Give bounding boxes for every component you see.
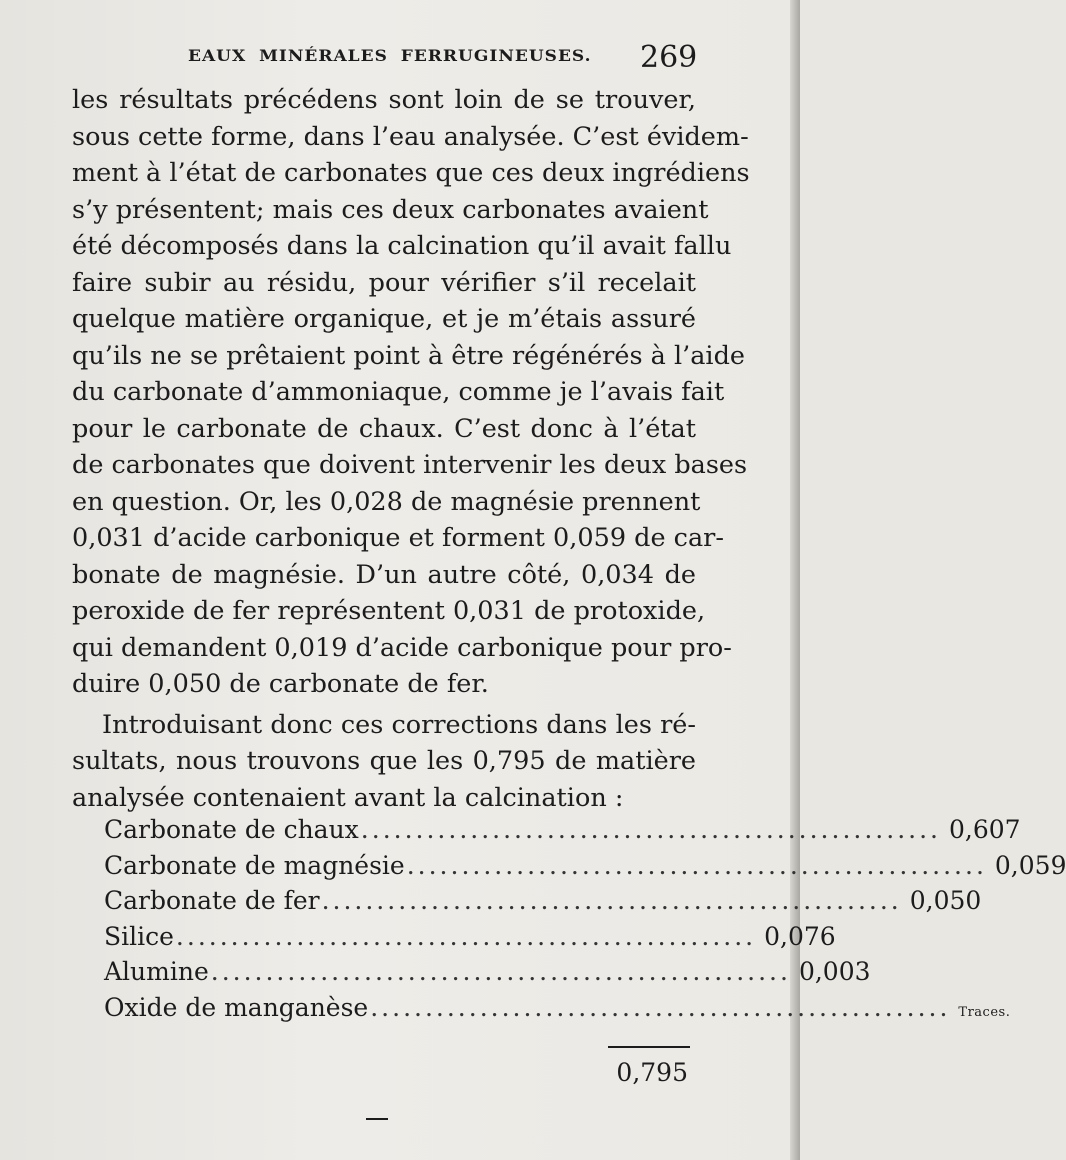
table-row	[104, 815, 1021, 851]
text-line: de carbonates que doivent intervenir les deux bases	[72, 450, 748, 480]
text-line: sultats, nous trouvons que les 0,795 de matière	[72, 746, 696, 776]
text-line: qui demandent 0,019 d’acide carbonique pour pro-	[72, 632, 732, 663]
row-value: 0,607	[948, 815, 1021, 844]
dot-leader: .....................................................	[321, 886, 902, 915]
table-row	[104, 957, 871, 993]
text-line: en question. Or, les 0,028 de magnésie prennent	[72, 486, 701, 517]
table-row	[104, 886, 982, 922]
row-label: Carbonate de chaux	[104, 815, 359, 844]
text-line: pour le carbonate de chaux. C’est donc à l’état	[72, 413, 696, 444]
text-line: peroxide de fer représentent 0,031 de protoxide,	[72, 596, 706, 626]
text-line: qu’ils ne se prêtaient point à être régénérés à l’aide	[72, 340, 745, 371]
dot-leader: .....................................................	[406, 850, 987, 880]
dot-leader: .....................................................	[370, 992, 951, 1022]
row-value: 0,050	[909, 886, 982, 915]
table-row	[104, 921, 836, 958]
page-spine-shadow	[790, 0, 800, 1160]
row-label: Carbonate de magnésie	[104, 850, 405, 880]
dot-leader: .....................................................	[360, 815, 941, 844]
text-line: été décomposés dans la calcination qu’il avait fallu	[72, 231, 732, 261]
text-line: analysée contenaient avant la calcination :	[72, 782, 624, 813]
page-number: 269	[640, 40, 698, 75]
text-line: duire 0,050 de carbonate de fer.	[72, 669, 489, 699]
row-label: Silice	[104, 921, 174, 951]
dot-leader: .....................................................	[175, 921, 757, 951]
text-line: du carbonate d’ammoniaque, comme je l’avais fait	[72, 377, 725, 407]
total-rule	[608, 1046, 690, 1048]
row-label: Oxide de manganèse	[104, 992, 369, 1022]
text-line: les résultats précédens sont loin de se trouver,	[72, 85, 696, 115]
row-value: 0,076	[764, 921, 836, 951]
row-label: Alumine	[104, 957, 209, 986]
total-value: 0,795	[616, 1058, 688, 1087]
row-label: Carbonate de fer	[104, 886, 320, 915]
row-value: 0,059	[994, 850, 1066, 880]
bottom-dash	[366, 1118, 388, 1120]
table-row	[104, 992, 1011, 1029]
text-line: ment à l’état de carbonates que ces deux ingrédiens	[72, 158, 750, 188]
text-line: 0,031 d’acide carbonique et forment 0,059 de car-	[72, 523, 724, 553]
composition-table	[104, 815, 1066, 1028]
paragraph-2	[72, 707, 696, 817]
text-line: faire subir au résidu, pour vérifier s’il recelait	[72, 267, 696, 298]
row-value: Traces.	[958, 1004, 1011, 1020]
body-text	[72, 82, 750, 816]
text-line: sous cette forme, dans l’eau analysée. C’est évidem-	[72, 121, 749, 152]
text-line: s’y présentent; mais ces deux carbonates avaient	[72, 194, 709, 225]
text-line: bonate de magnésie. D’un autre côté, 0,034 de	[72, 559, 696, 590]
dot-leader: .....................................................	[210, 957, 791, 986]
paragraph-1	[72, 82, 750, 703]
text-line: Introduisant donc ces corrections dans les ré-	[102, 709, 696, 740]
table-row	[104, 850, 1066, 887]
row-value: 0,003	[798, 957, 871, 986]
text-line: quelque matière organique, et je m’étais assuré	[72, 304, 696, 334]
running-title: EAUX MINÉRALES FERRUGINEUSES.	[188, 46, 592, 66]
